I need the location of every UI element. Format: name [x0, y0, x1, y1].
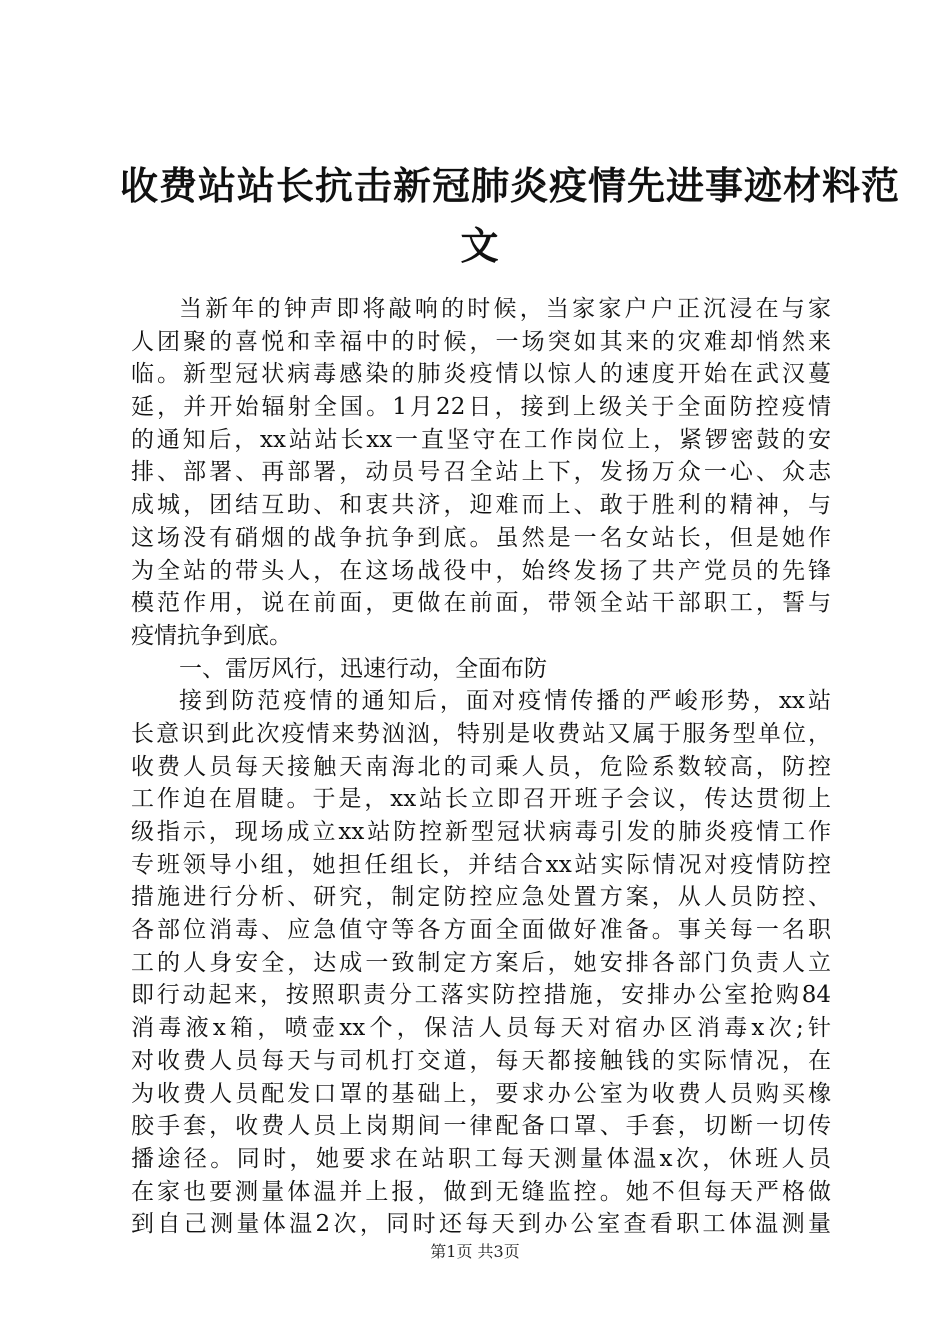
body-line: 工作迫在眉睫。于是，xx站长立即召开班子会议，传达贯彻上 [131, 786, 831, 813]
body-line: 的通知后，xx站站长xx一直坚守在工作岗位上，紧锣密鼓的安 [131, 426, 831, 453]
title-line-1: 收费站站长抗击新冠肺炎疫情先进事迹材料范 [120, 163, 901, 208]
body-line: 胶手套，收费人员上岗期间一律配备口罩、手套，切断一切传 [131, 1113, 831, 1140]
body-line: 收费人员每天接触天南海北的司乘人员，危险系数较高，防控 [131, 753, 831, 780]
body-line: 模范作用，说在前面，更做在前面，带领全站干部职工，誓与 [131, 590, 831, 617]
body-line: 工的人身安全，达成一致制定方案后，她安排各部门负责人立 [131, 949, 831, 976]
body-line: 为全站的带头人，在这场战役中，始终发扬了共产党员的先锋 [131, 557, 831, 584]
body-line: 到自己测量体温2次，同时还每天到办公室查看职工体温测量 [131, 1211, 831, 1238]
page-footer: 第1页 共3页 [430, 1242, 520, 1261]
body-line: 播途径。同时，她要求在站职工每天测量体温x次，休班人员 [131, 1145, 831, 1172]
body-line: 为收费人员配发口罩的基础上，要求办公室为收费人员购买橡 [131, 1080, 831, 1107]
title-line-2: 文 [460, 223, 500, 268]
body-line: 延，并开始辐射全国。1月22日，接到上级关于全面防控疫情 [131, 394, 831, 421]
document-title [120, 156, 901, 276]
body-line: 专班领导小组，她担任组长，并结合xx站实际情况对疫情防控 [131, 851, 831, 878]
section-heading: 一、雷厉风行，迅速行动，全面布防 [179, 655, 547, 682]
body-line: 排、部署、再部署，动员号召全站上下，发扬万众一心、众志 [131, 459, 831, 486]
body-line: 即行动起来，按照职责分工落实防控措施，安排办公室抢购84 [131, 982, 831, 1009]
body-line: 措施进行分析、研究，制定防控应急处置方案，从人员防控、 [131, 884, 831, 911]
body-line: 当新年的钟声即将敲响的时候，当家家户户正沉浸在与家 [179, 296, 831, 322]
body-line: 这场没有硝烟的战争抗争到底。虽然是一名女站长，但是她作 [131, 524, 831, 551]
body-line: 人团聚的喜悦和幸福中的时候，一场突如其来的灾难却悄然来 [131, 328, 831, 355]
body-line: 接到防范疫情的通知后，面对疫情传播的严峻形势，xx站 [179, 688, 831, 715]
body-line: 消毒液x箱，喷壶xx个，保洁人员每天对宿办区消毒x次;针 [131, 1015, 831, 1042]
body-line: 临。新型冠状病毒感染的肺炎疫情以惊人的速度开始在武汉蔓 [131, 361, 831, 388]
document-body [131, 293, 831, 1241]
body-line: 对收费人员每天与司机打交道，每天都接触钱的实际情况，在 [131, 1047, 831, 1074]
body-line: 各部位消毒、应急值守等各方面全面做好准备。事关每一名职 [131, 917, 831, 944]
body-line: 级指示，现场成立xx站防控新型冠状病毒引发的肺炎疫情工作 [131, 819, 831, 845]
body-line: 成城，团结互助、和衷共济，迎难而上、敢于胜利的精神，与 [131, 492, 831, 519]
body-line: 长意识到此次疫情来势汹汹，特别是收费站又属于服务型单位， [131, 720, 831, 747]
body-line: 在家也要测量体温并上报，做到无缝监控。她不但每天严格做 [131, 1178, 831, 1205]
body-line: 疫情抗争到底。 [131, 622, 292, 649]
